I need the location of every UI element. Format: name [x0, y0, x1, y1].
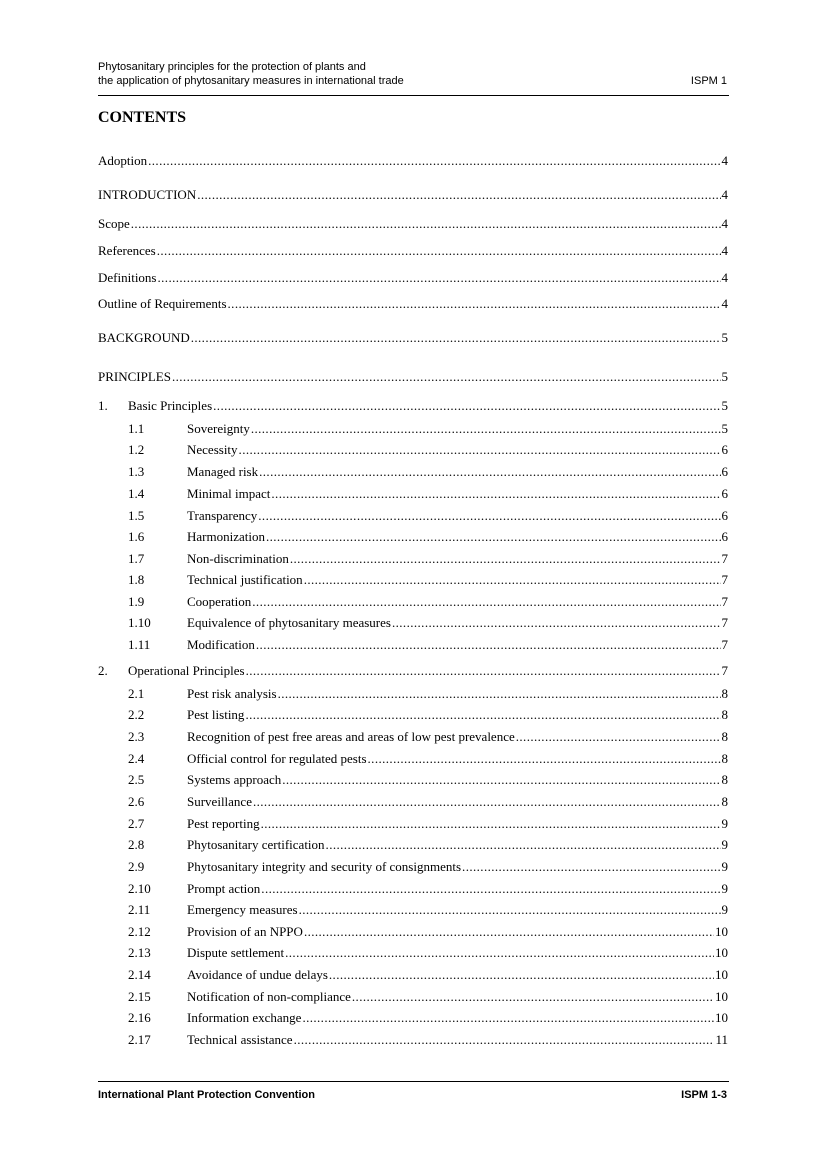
toc-dot-leader — [282, 771, 720, 789]
toc-entry-page: 5 — [721, 421, 728, 436]
toc-dot-leader — [158, 269, 721, 287]
toc-entry[interactable] — [128, 463, 728, 481]
toc-entry-page: 10 — [715, 989, 728, 1004]
toc-entry-number: 1.11 — [128, 637, 151, 652]
page-footer — [98, 1081, 729, 1101]
toc-entry-number: 1. — [98, 398, 108, 413]
toc-entry[interactable] — [128, 1009, 728, 1027]
toc-entry-page: 9 — [721, 902, 728, 917]
toc-dot-leader — [197, 186, 720, 204]
toc-entry-label: Harmonization — [187, 529, 265, 544]
toc-entry-label: Adoption — [98, 153, 148, 168]
toc-entry[interactable] — [98, 397, 728, 415]
toc-entry[interactable] — [128, 750, 728, 768]
toc-entry-label: Definitions — [98, 270, 157, 285]
toc-dot-leader — [352, 988, 714, 1006]
toc-entry[interactable] — [128, 420, 728, 438]
toc-entry-number: 1.2 — [128, 442, 145, 457]
toc-entry-number: 2.14 — [128, 967, 151, 982]
toc-entry[interactable] — [128, 550, 728, 568]
toc-entry-number: 1.6 — [128, 529, 145, 544]
toc-entry[interactable] — [128, 507, 728, 525]
footer-organization: International Plant Protection Convention — [98, 1089, 315, 1101]
toc-entry[interactable] — [98, 662, 728, 680]
toc-entry-label: Systems approach — [187, 772, 282, 787]
toc-entry-page: 8 — [721, 729, 728, 744]
toc-dot-leader — [329, 966, 714, 984]
toc-entry-number: 2.17 — [128, 1032, 151, 1047]
toc-entry-label: Pest risk analysis — [187, 686, 277, 701]
toc-entry-page: 7 — [721, 572, 728, 587]
toc-entry-label: Notification of non-compliance — [187, 989, 351, 1004]
toc-entry-label: Recognition of pest free areas and areas of low pest prevalence — [187, 729, 515, 744]
toc-entry-page: 6 — [721, 508, 728, 523]
toc-entry-label: Transparency — [187, 508, 258, 523]
toc-entry[interactable] — [128, 593, 728, 611]
toc-entry[interactable] — [128, 571, 728, 589]
toc-dot-leader — [228, 295, 721, 313]
toc-entry-number: 1.8 — [128, 572, 145, 587]
header-title-line1: Phytosanitary principles for the protection of plants and — [98, 61, 366, 73]
toc-entry-page: 4 — [721, 270, 728, 285]
toc-entry[interactable] — [128, 988, 728, 1006]
toc-entry-number: 2.8 — [128, 837, 145, 852]
toc-dot-leader — [239, 441, 721, 459]
toc-entry-number: 2.10 — [128, 881, 151, 896]
toc-dot-leader — [278, 685, 721, 703]
toc-entry-page: 6 — [721, 486, 728, 501]
toc-entry-page: 6 — [721, 529, 728, 544]
toc-entry-label: References — [98, 243, 156, 258]
toc-entry[interactable] — [128, 836, 728, 854]
toc-entry[interactable] — [128, 815, 728, 833]
toc-entry-number: 2.4 — [128, 751, 145, 766]
toc-entry-number: 2.7 — [128, 816, 145, 831]
toc-entry[interactable] — [128, 944, 728, 962]
toc-entry[interactable] — [128, 441, 728, 459]
toc-entry-number: 2.6 — [128, 794, 145, 809]
toc-entry-page: 4 — [721, 216, 728, 231]
toc-entry-label: Cooperation — [187, 594, 252, 609]
toc-entry-label: Managed risk — [187, 464, 259, 479]
toc-dot-leader — [245, 706, 720, 724]
toc-entry-page: 9 — [721, 816, 728, 831]
toc-entry[interactable] — [98, 368, 728, 386]
toc-entry-page: 10 — [715, 1010, 728, 1025]
toc-entry-page: 4 — [721, 296, 728, 311]
toc-entry[interactable] — [128, 485, 728, 503]
toc-entry-page: 10 — [715, 945, 728, 960]
toc-entry-label: Pest listing — [187, 707, 245, 722]
toc-entry-page: 7 — [721, 663, 728, 678]
toc-entry-page: 4 — [721, 243, 728, 258]
toc-entry[interactable] — [128, 614, 728, 632]
toc-dot-leader — [259, 463, 720, 481]
toc-entry-label: Sovereignty — [187, 421, 250, 436]
toc-entry[interactable] — [128, 966, 728, 984]
toc-dot-leader — [392, 614, 721, 632]
toc-dot-leader — [213, 397, 720, 415]
toc-entry-page: 7 — [721, 551, 728, 566]
toc-entry[interactable] — [128, 901, 728, 919]
toc-entry-number: 2.11 — [128, 902, 151, 917]
toc-entry-label: Minimal impact — [187, 486, 271, 501]
toc-entry-number: 1.7 — [128, 551, 145, 566]
toc-entry[interactable] — [98, 186, 728, 204]
toc-entry-label: Emergency measures — [187, 902, 298, 917]
toc-entry-number: 2.13 — [128, 945, 151, 960]
toc-dot-leader — [462, 858, 720, 876]
toc-entry-page: 8 — [721, 686, 728, 701]
toc-entry-label: Phytosanitary certification — [187, 837, 325, 852]
toc-entry-label: Pest reporting — [187, 816, 260, 831]
toc-entry-page: 4 — [721, 187, 728, 202]
toc-dot-leader — [304, 571, 721, 589]
toc-dot-leader — [516, 728, 721, 746]
contents-title: CONTENTS — [98, 109, 187, 126]
toc-dot-leader — [157, 242, 721, 260]
toc-entry-page: 8 — [721, 707, 728, 722]
toc-entry-page: 9 — [721, 859, 728, 874]
toc-entry-number: 2.12 — [128, 924, 151, 939]
toc-entry-label: Technical justification — [187, 572, 303, 587]
header-title-line2: the application of phytosanitary measures in international trade — [98, 75, 404, 87]
toc-entry-page: 4 — [721, 153, 728, 168]
toc-dot-leader — [261, 815, 721, 833]
toc-entry[interactable] — [98, 152, 728, 170]
table-of-contents — [98, 0, 730, 1169]
toc-entry-number: 1.1 — [128, 421, 145, 436]
toc-entry-label: Modification — [187, 637, 255, 652]
toc-entry[interactable] — [128, 880, 728, 898]
toc-entry-page: 11 — [715, 1032, 728, 1047]
toc-entry-page: 8 — [721, 772, 728, 787]
toc-dot-leader — [271, 485, 720, 503]
toc-dot-leader — [131, 215, 721, 233]
toc-dot-leader — [148, 152, 720, 170]
toc-dot-leader — [302, 1009, 714, 1027]
toc-dot-leader — [258, 507, 720, 525]
toc-entry-label: Technical assistance — [187, 1032, 293, 1047]
toc-dot-leader — [261, 880, 720, 898]
toc-entry-label: Equivalence of phytosanitary measures — [187, 615, 391, 630]
toc-dot-leader — [304, 923, 714, 941]
toc-entry-page: 9 — [721, 881, 728, 896]
toc-entry[interactable] — [128, 728, 728, 746]
toc-entry-number: 2.15 — [128, 989, 151, 1004]
toc-entry[interactable] — [128, 706, 728, 724]
toc-entry-label: Official control for regulated pests — [187, 751, 367, 766]
toc-entry-page: 9 — [721, 837, 728, 852]
toc-entry-number: 2.1 — [128, 686, 145, 701]
toc-dot-leader — [251, 420, 721, 438]
toc-entry-page: 8 — [721, 794, 728, 809]
toc-dot-leader — [326, 836, 721, 854]
toc-entry-number: 1.4 — [128, 486, 145, 501]
toc-dot-leader — [299, 901, 721, 919]
toc-dot-leader — [191, 329, 721, 347]
toc-entry-page: 6 — [721, 464, 728, 479]
toc-entry-label: Necessity — [187, 442, 238, 457]
toc-entry[interactable] — [98, 215, 728, 233]
toc-entry-page: 5 — [721, 369, 728, 384]
toc-entry-label: Dispute settlement — [187, 945, 285, 960]
toc-entry-page: 5 — [721, 398, 728, 413]
toc-entry[interactable] — [128, 771, 728, 789]
toc-entry-number: 1.5 — [128, 508, 145, 523]
toc-entry[interactable] — [128, 793, 728, 811]
toc-entry-label: Phytosanitary integrity and security of consignments — [187, 859, 462, 874]
toc-entry-label: Non-discrimination — [187, 551, 289, 566]
toc-entry-label: Outline of Requirements — [98, 296, 227, 311]
toc-entry[interactable] — [128, 858, 728, 876]
toc-entry[interactable] — [128, 923, 728, 941]
toc-entry-number: 2. — [98, 663, 108, 678]
toc-dot-leader — [266, 528, 721, 546]
toc-entry[interactable] — [98, 329, 728, 347]
toc-entry-label: BACKGROUND — [98, 330, 190, 345]
toc-entry-label: PRINCIPLES — [98, 369, 171, 384]
toc-entry-page: 10 — [715, 967, 728, 982]
toc-entry-label: Avoidance of undue delays — [187, 967, 328, 982]
toc-entry-page: 7 — [721, 594, 728, 609]
toc-entry[interactable] — [128, 528, 728, 546]
toc-dot-leader — [368, 750, 721, 768]
toc-dot-leader — [172, 368, 721, 386]
toc-entry[interactable] — [98, 295, 728, 313]
toc-entry-label: Provision of an NPPO — [187, 924, 303, 939]
toc-entry-label: Prompt action — [187, 881, 261, 896]
toc-entry-page: 7 — [721, 637, 728, 652]
toc-dot-leader — [285, 944, 714, 962]
toc-entry[interactable] — [128, 1031, 728, 1049]
toc-entry[interactable] — [128, 685, 728, 703]
toc-entry-number: 2.16 — [128, 1010, 151, 1025]
toc-entry-page: 8 — [721, 751, 728, 766]
header-standard-code: ISPM 1 — [690, 75, 727, 87]
toc-entry-page: 7 — [721, 615, 728, 630]
toc-entry-label: Operational Principles — [128, 663, 245, 678]
toc-entry-number: 1.10 — [128, 615, 151, 630]
toc-entry[interactable] — [98, 269, 728, 287]
toc-entry-label: Basic Principles — [128, 398, 213, 413]
toc-entry-page: 6 — [721, 442, 728, 457]
toc-entry[interactable] — [128, 636, 728, 654]
footer-page-number: ISPM 1-3 — [681, 1089, 727, 1101]
toc-dot-leader — [246, 662, 721, 680]
toc-entry-label: Scope — [98, 216, 130, 231]
toc-entry-label: INTRODUCTION — [98, 187, 197, 202]
toc-entry-number: 2.3 — [128, 729, 145, 744]
toc-dot-leader — [290, 550, 721, 568]
toc-entry[interactable] — [98, 242, 728, 260]
toc-dot-leader — [294, 1031, 715, 1049]
toc-entry-number: 1.9 — [128, 594, 145, 609]
toc-dot-leader — [253, 793, 721, 811]
toc-dot-leader — [252, 593, 720, 611]
toc-entry-number: 2.2 — [128, 707, 145, 722]
toc-entry-page: 10 — [715, 924, 728, 939]
toc-entry-number: 1.3 — [128, 464, 145, 479]
toc-entry-label: Surveillance — [187, 794, 252, 809]
toc-entry-label: Information exchange — [187, 1010, 302, 1025]
toc-entry-page: 5 — [721, 330, 728, 345]
toc-entry-number: 2.5 — [128, 772, 145, 787]
toc-entry-number: 2.9 — [128, 859, 145, 874]
toc-dot-leader — [256, 636, 721, 654]
